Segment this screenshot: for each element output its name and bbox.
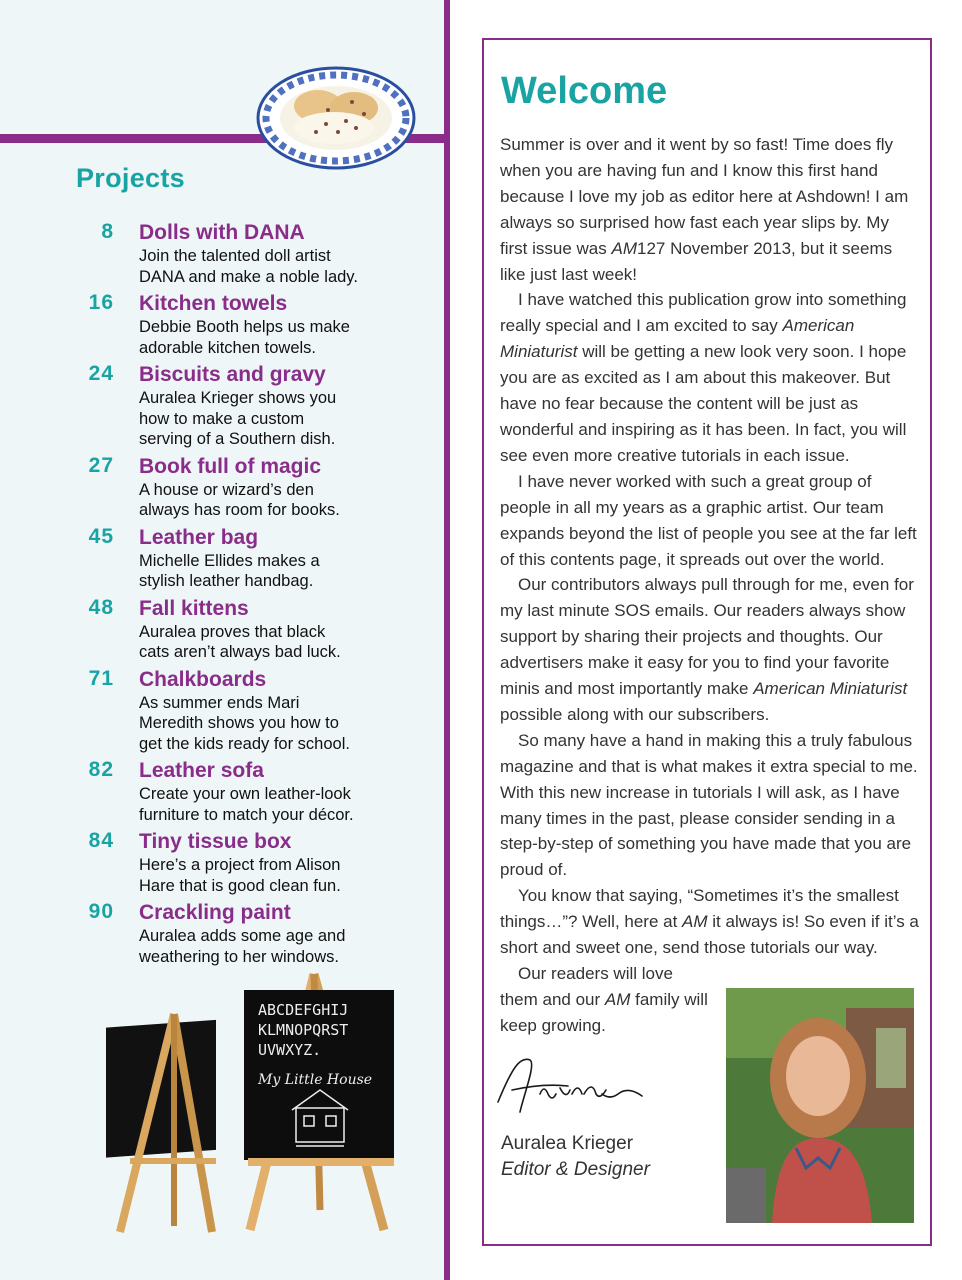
- project-description-line: DANA and make a noble lady.: [139, 267, 358, 286]
- project-description-line: Hare that is good clean fun.: [139, 876, 341, 895]
- project-item: [0, 596, 440, 663]
- project-page-number: 8: [101, 220, 114, 243]
- editor-photo: [726, 988, 914, 1223]
- biscuits-plate-image: [256, 66, 416, 172]
- project-description-line: Create your own leather-look: [139, 785, 351, 803]
- project-description-line: how to make a custom: [139, 409, 305, 428]
- editor-name: Auralea Krieger: [501, 1133, 634, 1154]
- vertical-rule: [444, 0, 450, 1280]
- chalk-line-3: UVWXYZ.: [258, 1041, 322, 1059]
- letter-paragraph: Summer is over and it went by so fast! Time does fly when you are having fun and I know this first hand because I love my job as editor here at Ashdown! I am always so surprised how fast each year slips by. My first issue was AM127 November 2013, but it seems like just last week!: [500, 135, 909, 284]
- welcome-heading: Welcome: [501, 70, 668, 112]
- chalk-line-2: KLMNOPQRST: [258, 1021, 349, 1039]
- letter-paragraph: I have watched this publication grow into something really special and I am excited to say American Miniaturist will be getting a new look very soon. I hope you are as excited as I am about this makeover. But have no fear because the content will be just as wonderful and inspiring as it has been. In fact, you will see even more creative tutorials in each issue.: [500, 290, 907, 465]
- project-description-line: Auralea proves that black: [139, 622, 326, 641]
- project-description-line: Join the talented doll artist: [139, 247, 331, 265]
- project-description-line: furniture to match your décor.: [139, 805, 354, 824]
- project-description-line: Michelle Ellides makes a: [139, 551, 320, 570]
- project-item: [0, 220, 440, 287]
- project-title: Dolls with DANA: [139, 221, 305, 244]
- project-page-number: 82: [88, 758, 114, 781]
- chalkboard-easels-image: [100, 970, 400, 1240]
- project-description-line: serving of a Southern dish.: [139, 430, 336, 448]
- letter-paragraph: Our readers will love them and our AM family will keep growing.: [500, 964, 708, 1035]
- project-item: [0, 362, 440, 450]
- letter-paragraph: Our contributors always pull through for me, even for my last minute SOS emails. Our readers always show support by sharing their projects and thoughts. Our advertisers make it easy for you to find your favorite minis and most importantly make American Miniaturist possible along with our subscribers.: [500, 575, 914, 724]
- letter-paragraph: You know that saying, “Sometimes it’s the smallest things…”? Well, here at AM it always is! So even if it’s a short and sweet one, send those tutorials our way.: [500, 886, 919, 958]
- project-title: Tiny tissue box: [139, 830, 292, 853]
- project-description-line: get the kids ready for school.: [139, 734, 350, 753]
- project-item: [0, 525, 440, 592]
- chalk-line-4: My Little House: [258, 1072, 373, 1088]
- project-title: Fall kittens: [139, 596, 249, 620]
- project-description-line: As summer ends Mari: [139, 693, 300, 712]
- project-title: Kitchen towels: [139, 292, 288, 315]
- project-item: [0, 758, 440, 825]
- project-item: [0, 667, 440, 755]
- projects-heading: Projects: [76, 163, 185, 193]
- editor-letter: [500, 132, 920, 1039]
- editor-role: Editor & Designer: [501, 1159, 650, 1180]
- project-page-number: 48: [88, 595, 114, 619]
- project-page-number: 27: [88, 453, 114, 477]
- project-description-line: Here’s a project from Alison: [139, 856, 341, 874]
- project-page-number: 90: [88, 900, 114, 923]
- project-title: Leather bag: [139, 525, 259, 549]
- project-description-line: A house or wizard’s den: [139, 480, 314, 499]
- project-item: [0, 900, 440, 967]
- project-page-number: 24: [88, 362, 114, 385]
- project-description-line: Auralea Krieger shows you: [139, 389, 337, 407]
- project-description-line: Meredith shows you how to: [139, 714, 339, 732]
- project-title: Chalkboards: [139, 667, 267, 691]
- projects-list: [0, 220, 440, 971]
- letter-paragraph: I have never worked with such a great group of people in all my years as a graphic artist. Our team expands beyond the list of people you see at the far left of this contents page, it spreads out over the world.: [500, 471, 917, 569]
- letter-paragraph: So many have a hand in making this a truly fabulous magazine and that is what makes it extra special to me. With this new increase in tutorials I will ask, as I have many times in the past, please consider sending in a step-by-step of something you have made that you are proud of.: [500, 730, 918, 880]
- project-item: [0, 829, 440, 896]
- project-page-number: 71: [88, 666, 114, 690]
- project-item: [0, 454, 440, 521]
- chalk-line-1: ABCDEFGHIJ: [258, 1001, 349, 1019]
- project-description-line: cats aren’t always bad luck.: [139, 643, 341, 661]
- project-title: Book full of magic: [139, 454, 322, 478]
- project-page-number: 45: [88, 524, 114, 548]
- project-page-number: 84: [88, 829, 114, 852]
- editor-signature: [490, 1050, 650, 1120]
- project-description-line: adorable kitchen towels.: [139, 338, 317, 357]
- project-description-line: stylish leather handbag.: [139, 572, 314, 590]
- project-title: Crackling paint: [139, 901, 291, 924]
- project-page-number: 16: [88, 291, 114, 314]
- project-description-line: weathering to her windows.: [139, 947, 339, 966]
- project-item: [0, 291, 440, 358]
- project-title: Leather sofa: [139, 759, 264, 782]
- project-description-line: always has room for books.: [139, 501, 340, 519]
- project-description-line: Auralea adds some age and: [139, 927, 346, 945]
- project-description-line: Debbie Booth helps us make: [139, 318, 350, 336]
- project-title: Biscuits and gravy: [139, 363, 326, 386]
